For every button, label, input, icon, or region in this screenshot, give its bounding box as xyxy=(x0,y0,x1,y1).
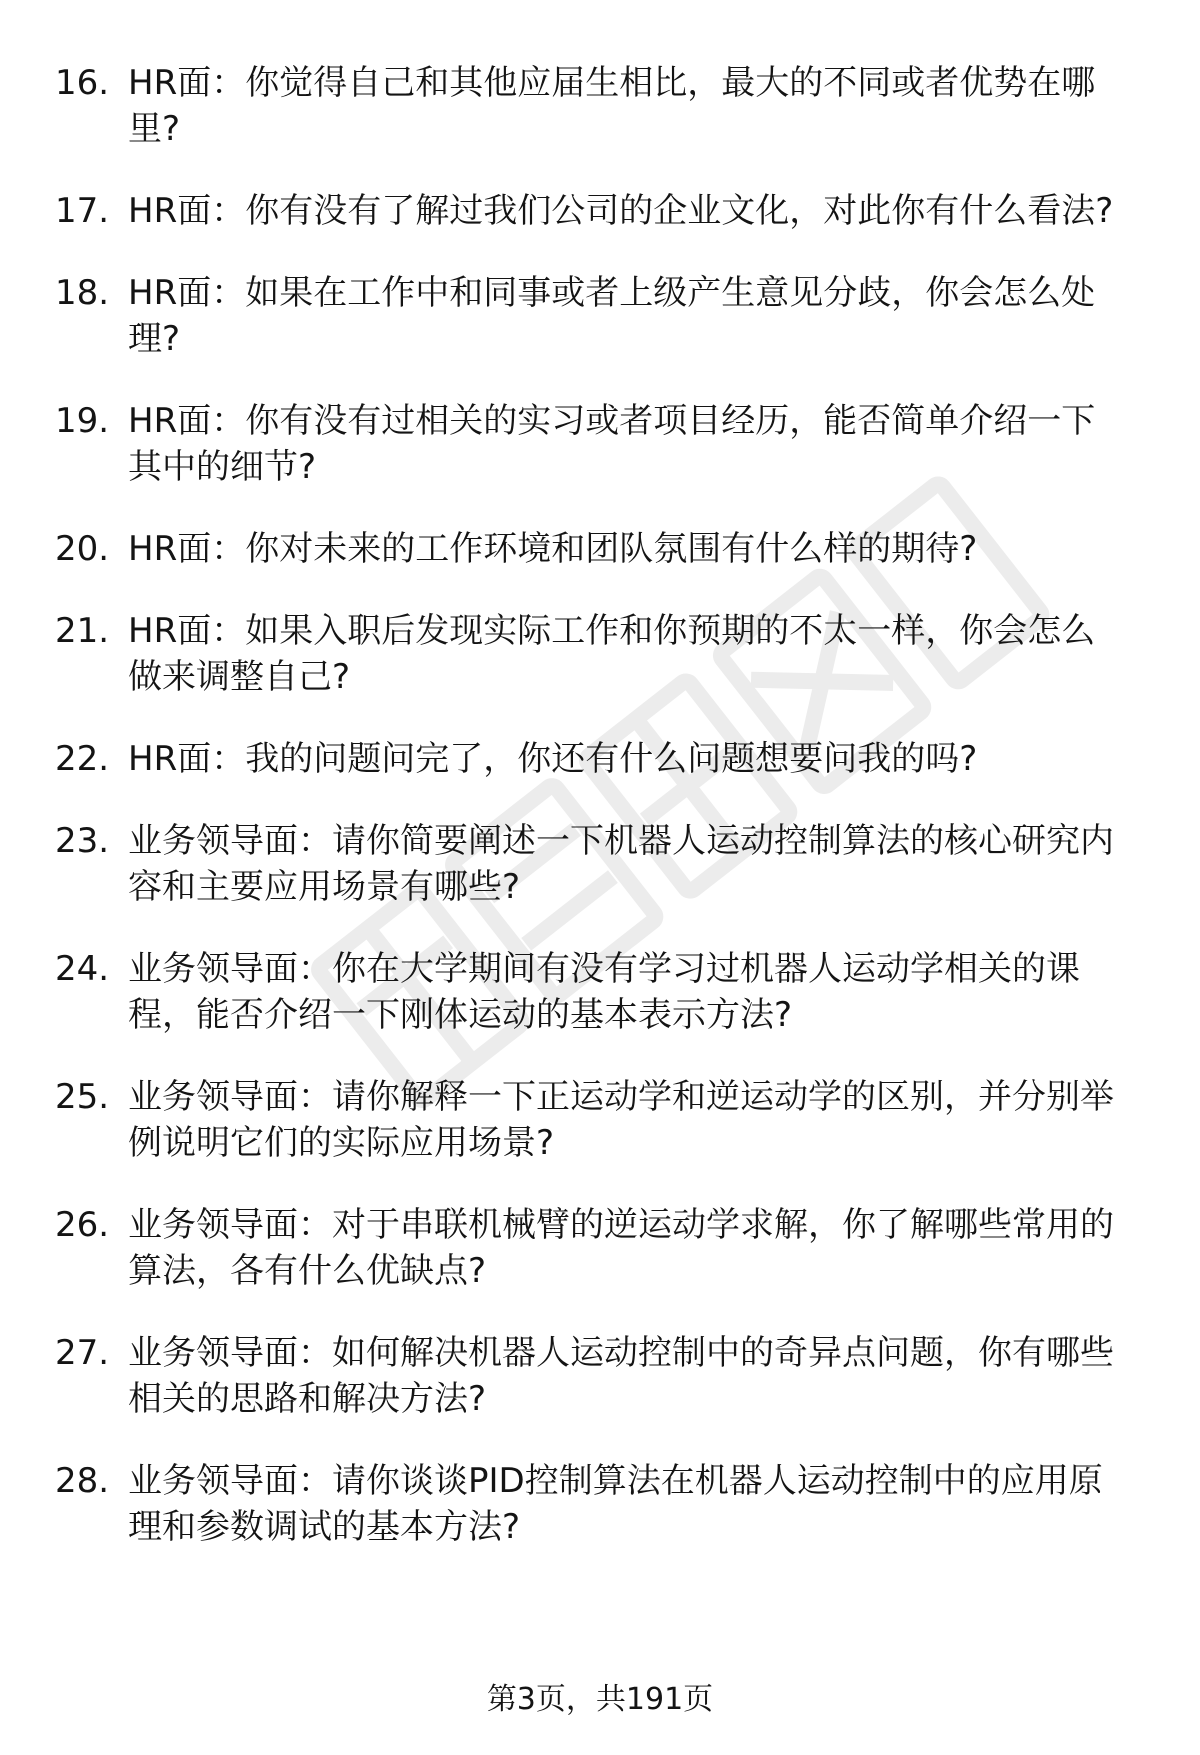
question-number: 20. xyxy=(55,529,110,569)
question-item xyxy=(55,398,1155,490)
question-number: 27. xyxy=(55,1333,110,1373)
question-number: 25. xyxy=(55,1077,110,1117)
question-item xyxy=(55,608,1155,700)
question-item xyxy=(55,1458,1155,1550)
question-text: HR面：如果在工作中和同事或者上级产生意见分歧，你会怎么处理? xyxy=(128,273,1096,359)
question-item xyxy=(55,1202,1155,1294)
question-text: 业务领导面：你在大学期间有没有学习过机器人运动学相关的课程，能否介绍一下刚体运动的基本表示方法? xyxy=(128,949,1080,1035)
question-number: 24. xyxy=(55,949,110,989)
question-number: 21. xyxy=(55,611,110,651)
question-item xyxy=(55,1074,1155,1166)
question-text: 业务领导面：如何解决机器人运动控制中的奇异点问题，你有哪些相关的思路和解决方法? xyxy=(128,1333,1114,1419)
question-number: 28. xyxy=(55,1461,110,1501)
question-item xyxy=(55,526,1155,572)
question-number: 17. xyxy=(55,191,110,231)
question-text: HR面：你有没有了解过我们公司的企业文化，对此你有什么看法? xyxy=(128,191,1114,231)
question-list xyxy=(55,60,1155,1586)
question-number: 26. xyxy=(55,1205,110,1245)
question-text: HR面：如果入职后发现实际工作和你预期的不太一样，你会怎么做来调整自己? xyxy=(128,611,1096,697)
question-text: HR面：你觉得自己和其他应届生相比，最大的不同或者优势在哪里? xyxy=(128,63,1096,149)
question-text: 业务领导面：请你解释一下正运动学和逆运动学的区别，并分别举例说明它们的实际应用场景? xyxy=(128,1077,1114,1163)
question-number: 18. xyxy=(55,273,110,313)
question-number: 16. xyxy=(55,63,110,103)
question-text: HR面：你有没有过相关的实习或者项目经历，能否简单介绍一下其中的细节? xyxy=(128,401,1096,487)
question-item xyxy=(55,736,1155,782)
question-text: HR面：我的问题问完了，你还有什么问题想要问我的吗? xyxy=(128,739,978,779)
question-item xyxy=(55,270,1155,362)
question-item xyxy=(55,946,1155,1038)
question-text: 业务领导面：对于串联机械臂的逆运动学求解，你了解哪些常用的算法，各有什么优缺点? xyxy=(128,1205,1114,1291)
question-item xyxy=(55,818,1155,910)
question-text: HR面：你对未来的工作环境和团队氛围有什么样的期待? xyxy=(128,529,978,569)
question-number: 23. xyxy=(55,821,110,861)
question-text: 业务领导面：请你谈谈PID控制算法在机器人运动控制中的应用原理和参数调试的基本方法? xyxy=(128,1461,1103,1547)
page-footer: 第3页，共191页 xyxy=(486,1682,714,1717)
question-number: 19. xyxy=(55,401,110,441)
question-number: 22. xyxy=(55,739,110,779)
question-item xyxy=(55,60,1155,152)
question-text: 业务领导面：请你简要阐述一下机器人运动控制算法的核心研究内容和主要应用场景有哪些? xyxy=(128,821,1114,907)
question-item xyxy=(55,188,1155,234)
question-item xyxy=(55,1330,1155,1422)
